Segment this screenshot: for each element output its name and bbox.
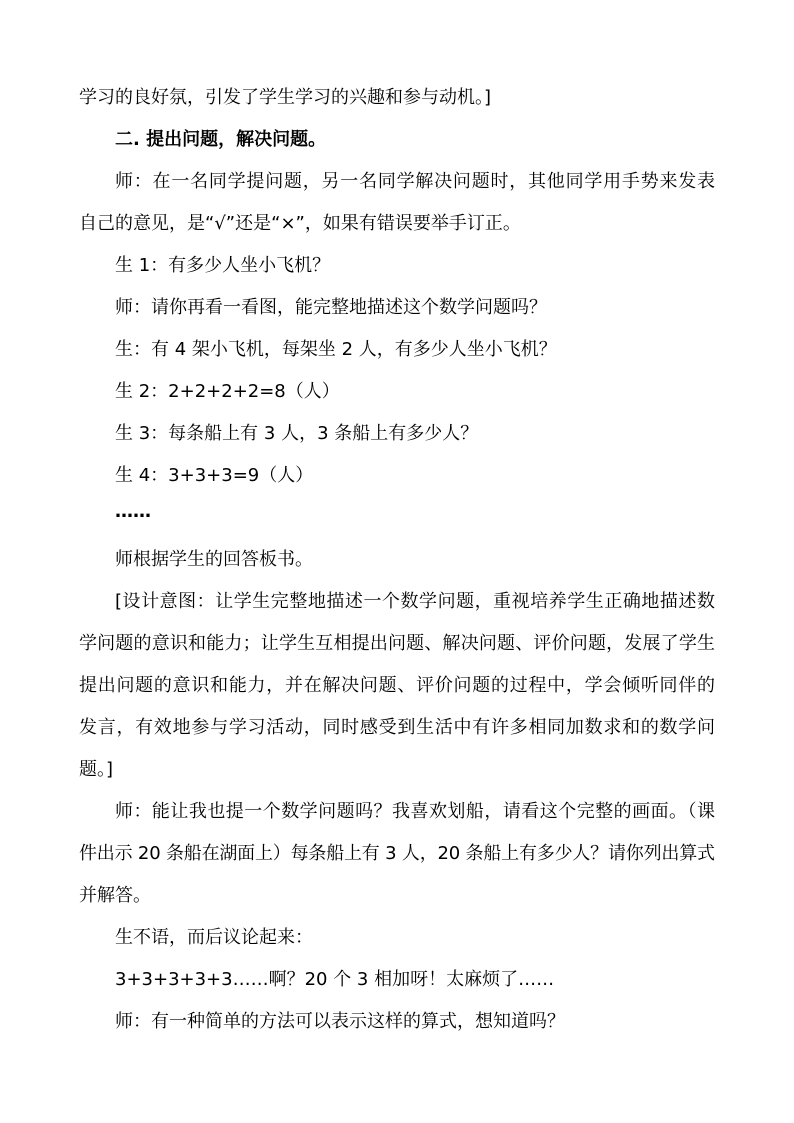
paragraph-line: 并解答。 <box>79 885 151 906</box>
paragraph-line: 学问题的意识和能力；让学生互相提出问题、解决问题、评价问题，发展了学生 <box>79 633 716 654</box>
paragraph-line: 师：有一种简单的方法可以表示这样的算式，想知道吗？ <box>115 1011 565 1032</box>
paragraph-line: 生 1：有多少人坐小飞机？ <box>115 255 331 276</box>
paragraph-line: 发言，有效地参与学习活动，同时感受到生活中有许多相同加数求和的数学问 <box>79 717 716 738</box>
paragraph-line: 学习的良好氛，引发了学生学习的兴趣和参与动机。] <box>79 87 492 108</box>
paragraph-line: 3+3+3+3+3……啊？20 个 3 相加呀！太麻烦了…… <box>115 969 555 990</box>
paragraph-line: 生：有 4 架小飞机，每架坐 2 人，有多少人坐小飞机？ <box>115 339 557 360</box>
ellipsis-line: …… <box>115 501 151 522</box>
section-heading: 二. 提出问题，解决问题。 <box>115 129 327 150</box>
paragraph-line: [设计意图：让学生完整地描述一个数学问题，重视培养学生正确地描述数 <box>115 591 716 612</box>
paragraph-line: 生不语，而后议论起来： <box>115 927 313 948</box>
paragraph-line: 生 2：2+2+2+2=8（人） <box>115 381 340 402</box>
paragraph-line: 生 4：3+3+3=9（人） <box>115 465 314 486</box>
paragraph-line: 题。] <box>79 759 114 780</box>
paragraph-line: 件出示 20 条船在湖面上）每条船上有 3 人，20 条船上有多少人？请你列出算式 <box>79 843 715 864</box>
paragraph-line: 生 3：每条船上有 3 人，3 条船上有多少人？ <box>115 423 479 444</box>
paragraph-line: 师：在一名同学提问题，另一名同学解决问题时，其他同学用手势来发表 <box>115 171 716 192</box>
paragraph-line: 师：请你再看一看图，能完整地描述这个数学问题吗？ <box>115 297 547 318</box>
paragraph-line: 师根据学生的回答板书。 <box>115 549 313 570</box>
paragraph-line: 提出问题的意识和能力，并在解决问题、评价问题的过程中，学会倾听同伴的 <box>79 675 716 696</box>
paragraph-line: 师：能让我也提一个数学问题吗？我喜欢划船，请看这个完整的画面。（课 <box>115 801 716 822</box>
paragraph-line: 自己的意见，是“√”还是“×”，如果有错误要举手订正。 <box>79 213 521 234</box>
